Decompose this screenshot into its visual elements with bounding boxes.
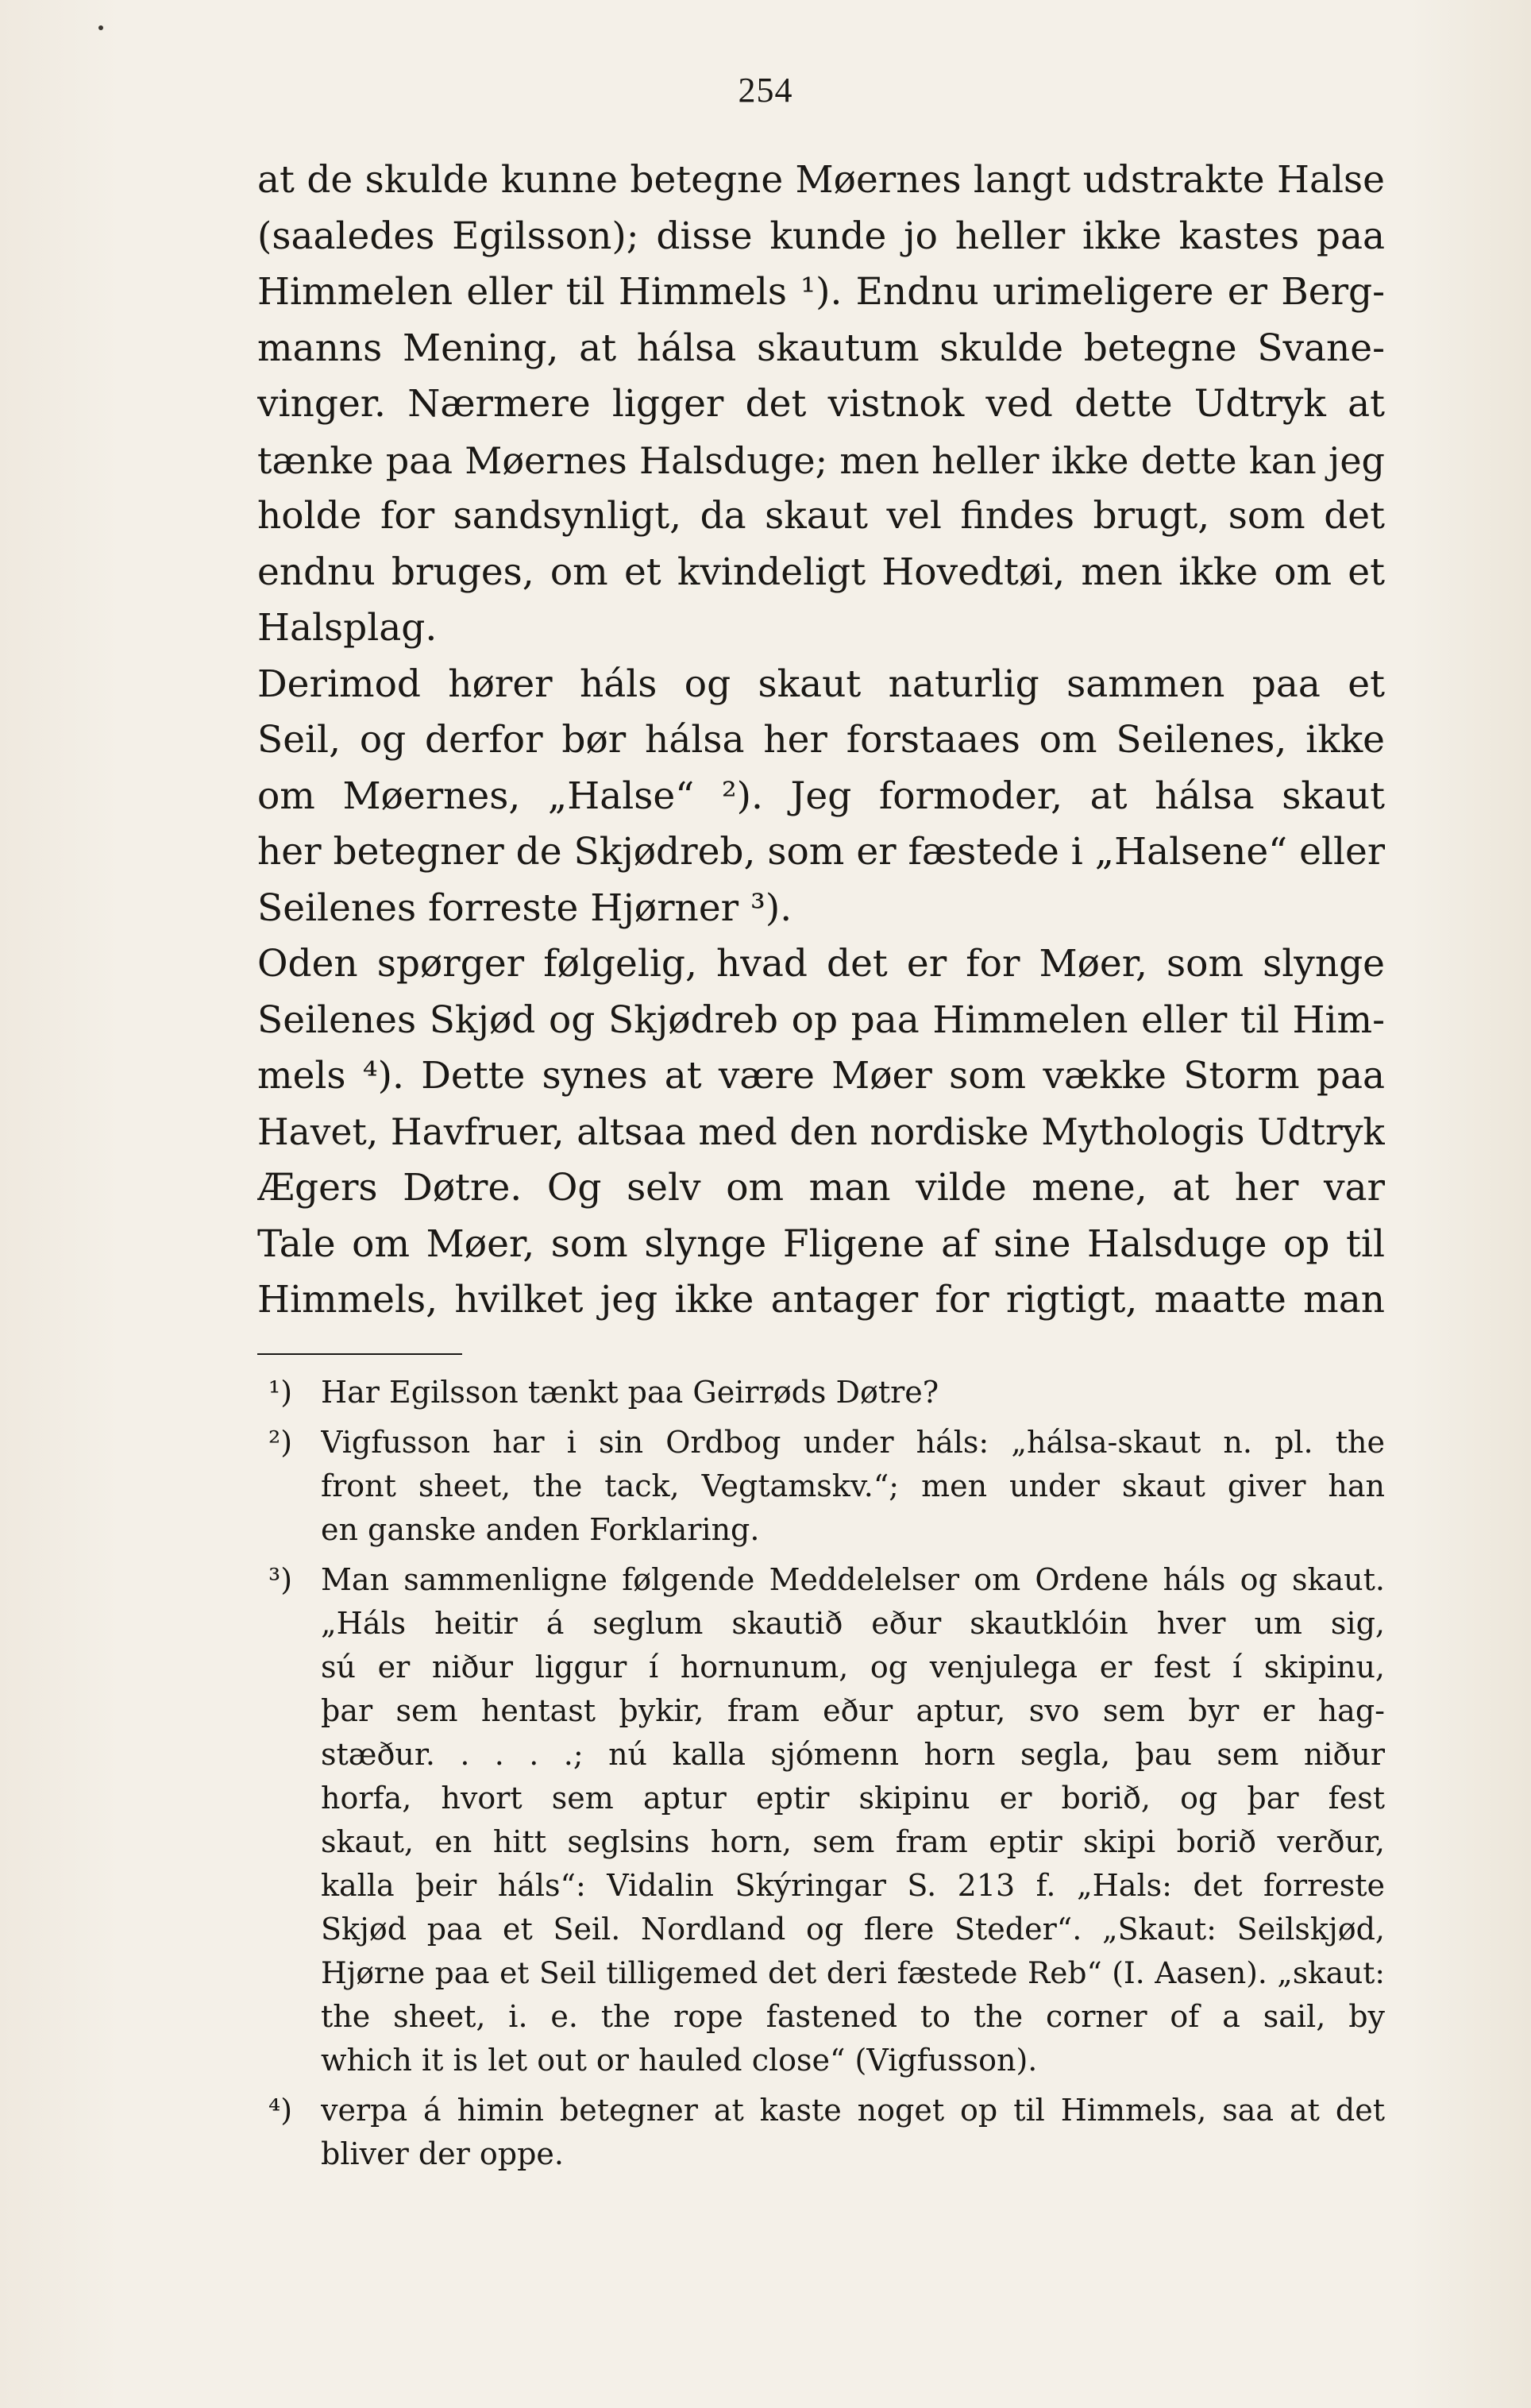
footnote bbox=[257, 1558, 1385, 2082]
footnote-line: en ganske anden Forklaring. bbox=[321, 1512, 760, 1547]
text-line: Halsplag. bbox=[257, 606, 438, 650]
text-line: Oden spørger følgelig, hvad det er for Møer, som slynge bbox=[257, 942, 1385, 986]
text-line: Seilenes Skjød og Skjødreb op paa Himmelen eller til Him- bbox=[257, 998, 1385, 1042]
text-line: Ægers Døtre. Og selv om man vilde mene, at her var bbox=[257, 1166, 1385, 1210]
text-line: mels ⁴). Dette synes at være Møer som vække Storm paa bbox=[257, 1054, 1385, 1098]
footnote-line: bliver der oppe. bbox=[321, 2136, 564, 2171]
text-line: at de skulde kunne betegne Møernes langt udstrakte Halse bbox=[257, 158, 1385, 202]
text-line: Derimod hører háls og skaut naturlig sammen paa et bbox=[257, 662, 1385, 706]
footnote bbox=[257, 2089, 1385, 2176]
footnote-line: verpa á himin betegner at kaste noget op til Himmels, saa at det bbox=[321, 2093, 1385, 2128]
footnote-line: „Háls heitir á seglum skautið eður skautklóin hver um sig, bbox=[321, 1606, 1385, 1641]
footnote-line: Skjød paa et Seil. Nordland og flere Steder“. „Skaut: Seilskjød, bbox=[321, 1912, 1385, 1947]
footnotes bbox=[257, 1371, 1385, 2176]
footnote-marker: ³) bbox=[268, 1562, 293, 1597]
footnote-line: Vigfusson har i sin Ordbog under háls: „hálsa-skaut n. pl. the bbox=[321, 1425, 1385, 1460]
footnote-line: kalla þeir háls“: Vidalin Skýringar S. 213 f. „Hals: det forreste bbox=[321, 1868, 1385, 1903]
text-line: manns Mening, at hálsa skautum skulde betegne Svane- bbox=[257, 326, 1385, 370]
text-line: om Møernes, „Halse“ ²). Jeg formoder, at hálsa skaut bbox=[257, 774, 1385, 818]
footnote-line: Hjørne paa et Seil tilligemed det deri fæstede Reb“ (I. Aasen). „skaut: bbox=[321, 1955, 1385, 1990]
text-line: Himmels, hvilket jeg ikke antager for rigtigt, maatte man bbox=[257, 1278, 1385, 1322]
text-line: holde for sandsynligt, da skaut vel findes brugt, som det bbox=[257, 494, 1385, 538]
footnote-line: sú er niður liggur í hornunum, og venjulega er fest í skipinu, bbox=[321, 1650, 1385, 1684]
text-line: tænke paa Møernes Halsduge; men heller ikke dette kan jeg bbox=[257, 438, 1385, 482]
print-speck bbox=[98, 25, 103, 30]
footnote-line: Har Egilsson tænkt paa Geirrøds Døtre? bbox=[321, 1375, 939, 1410]
text-line: endnu bruges, om et kvindeligt Hovedtøi, men ikke om et bbox=[257, 550, 1385, 594]
main-text bbox=[257, 152, 1385, 1329]
footnote bbox=[257, 1371, 1385, 1414]
footnote-marker: ²) bbox=[268, 1425, 293, 1460]
text-line: Seilenes forreste Hjørner ³). bbox=[257, 886, 792, 930]
footnote-line: horfa, hvort sem aptur eptir skipinu er borið, og þar fest bbox=[321, 1781, 1385, 1816]
text-line: Seil, og derfor bør hálsa her forstaaes om Seilenes, ikke bbox=[257, 718, 1385, 762]
footnote-line: þar sem hentast þykir, fram eður aptur, svo sem byr er hag- bbox=[321, 1693, 1385, 1728]
text-line: Himmelen eller til Himmels ¹). Endnu urimeligere er Berg- bbox=[257, 270, 1385, 314]
footnote-line: front sheet, the tack, Vegtamskv.“; men under skaut giver han bbox=[321, 1468, 1385, 1503]
text-line: (saaledes Egilsson); disse kunde jo heller ikke kastes paa bbox=[257, 214, 1385, 258]
footnote-line: skaut, en hitt seglsins horn, sem fram eptir skipi borið verður, bbox=[321, 1824, 1385, 1859]
footnote bbox=[257, 1421, 1385, 1552]
footnote-line: Man sammenligne følgende Meddelelser om Ordene háls og skaut. bbox=[321, 1562, 1385, 1597]
footnote-separator bbox=[257, 1353, 462, 1355]
footnote-line: stæður. . . . .; nú kalla sjómenn horn segla, þau sem niður bbox=[321, 1737, 1385, 1772]
page-number: 254 bbox=[738, 71, 793, 110]
footnote-line: the sheet, i. e. the rope fastened to the corner of a sail, by bbox=[321, 1999, 1385, 2034]
footnote-marker: ⁴) bbox=[268, 2093, 293, 2128]
text-line: vinger. Nærmere ligger det vistnok ved dette Udtryk at bbox=[257, 382, 1385, 426]
footnote-marker: ¹) bbox=[268, 1375, 293, 1410]
text-line: Tale om Møer, som slynge Fligene af sine Halsduge op til bbox=[257, 1221, 1385, 1266]
text-line: Havet, Havfruer, altsaa med den nordiske Mythologis Udtryk bbox=[257, 1110, 1385, 1153]
footnote-line: which it is let out or hauled close“ (Vigfusson). bbox=[321, 2043, 1038, 2078]
text-line: her betegner de Skjødreb, som er fæstede i „Halsene“ eller bbox=[257, 830, 1385, 874]
